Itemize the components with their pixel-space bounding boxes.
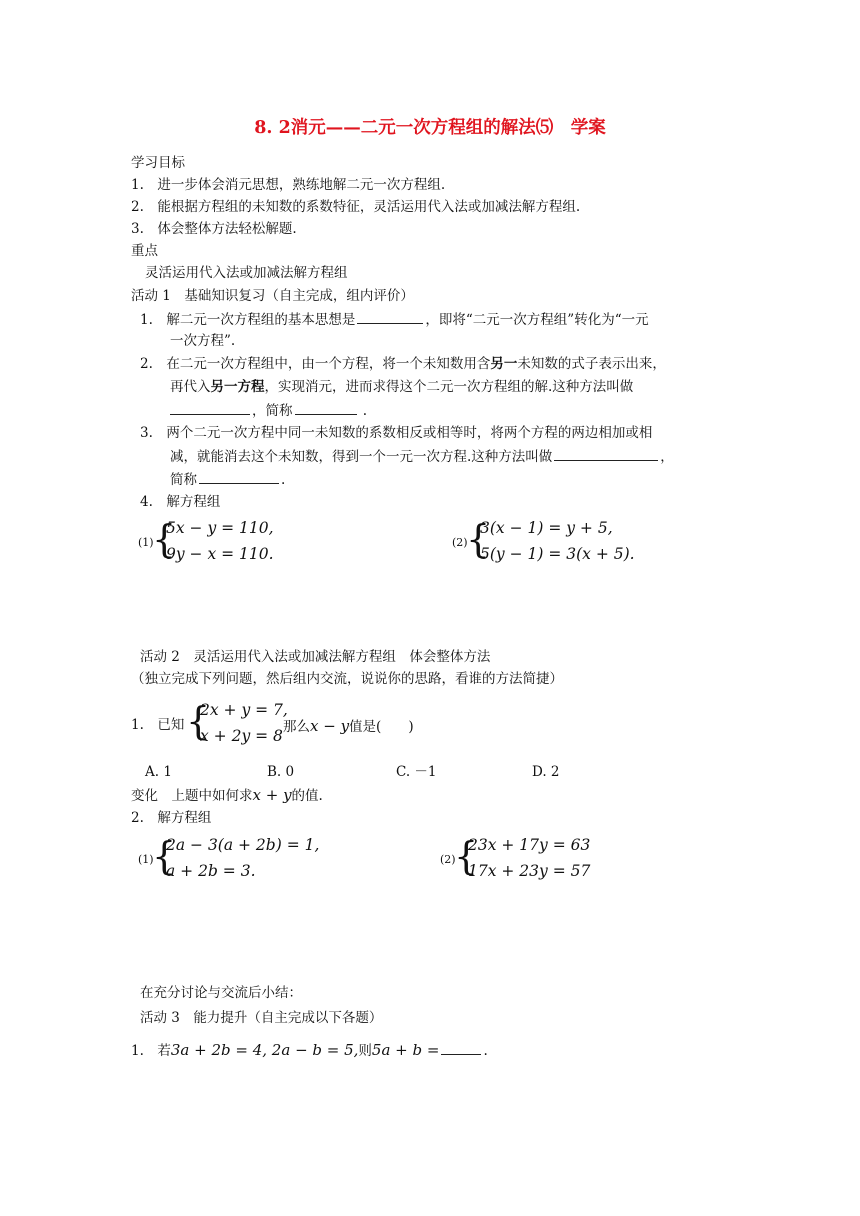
answer-blank[interactable]: [554, 448, 658, 461]
answer-blank[interactable]: [199, 471, 279, 484]
answer-blank[interactable]: [441, 1042, 481, 1055]
option-a[interactable]: A. 1: [145, 764, 172, 780]
left-brace: {: [152, 517, 177, 561]
activity1-question-2-blanks: ，简称 .: [170, 402, 367, 420]
answer-blank[interactable]: [170, 402, 250, 415]
key-point-heading: 重点: [131, 243, 158, 259]
objective-item: 1. 进一步体会消元思想，熟练地解二元一次方程组.: [131, 177, 446, 193]
left-brace: {: [454, 834, 479, 878]
objectives-heading: 学习目标: [131, 155, 185, 171]
activity3-heading: 活动 3 能力提升（自主完成以下各题）: [140, 1010, 383, 1026]
page-title: 8. 2消元——二元一次方程组的解法⑸ 学案: [254, 118, 606, 138]
activity2-question-2: 2. 解方程组: [131, 810, 212, 826]
activity2-variant: 变化 上题中如何求x + y的值.: [131, 786, 323, 804]
activity2-note: （独立完成下列问题，然后组内交流，说说你的思路，看谁的方法简捷）: [131, 671, 563, 687]
activity2-question-1-prefix: 1. 已知: [131, 717, 185, 733]
option-c[interactable]: C. －1: [396, 764, 437, 780]
activity3-question-1: 1. 若3a + 2b = 4, 2a − b = 5,则5a + b = .: [131, 1041, 488, 1059]
activity2-heading: 活动 2 灵活运用代入法或加减法解方程组 体会整体方法: [140, 649, 491, 665]
activity2-question-1-suffix: 那么x − y值是( ): [283, 717, 414, 735]
activity1-heading: 活动 1 基础知识复习（自主完成，组内评价）: [131, 288, 414, 304]
objective-item: 3. 体会整体方法轻松解题.: [131, 221, 297, 237]
activity1-question-3-end: 简称 .: [170, 472, 286, 488]
activity1-question-1-cont: 一次方程”.: [170, 333, 236, 349]
answer-blank[interactable]: [295, 402, 357, 415]
key-point-text: 灵活运用代入法或加减法解方程组: [145, 265, 348, 281]
activity2-summary: 在充分讨论与交流后小结：: [140, 985, 302, 1001]
left-brace: {: [152, 834, 177, 878]
left-brace: {: [186, 699, 211, 743]
activity1-question-2: 2. 在二元一次方程组中，由一个方程，将一个未知数用含另一未知数的式子表示出来，: [140, 356, 666, 372]
left-brace: {: [466, 517, 491, 561]
option-b[interactable]: B. 0: [267, 764, 295, 780]
activity1-question-2-cont: 再代入另一方程，实现消元，进而求得这个二元一次方程组的解.这种方法叫做: [170, 379, 634, 395]
answer-blank[interactable]: [357, 311, 423, 324]
activity1-question-3-cont: 减，就能消去这个未知数，得到一个一元一次方程.这种方法叫做 ，: [170, 449, 674, 465]
activity1-question-1: 1. 解二元一次方程组的基本思想是 ，即将“二元一次方程组”转化为“一元: [140, 312, 649, 328]
objective-item: 2. 能根据方程组的未知数的系数特征，灵活运用代入法或加减法解方程组.: [131, 199, 581, 215]
activity1-question-3: 3. 两个二元一次方程中同一未知数的系数相反或相等时，将两个方程的两边相加或相: [140, 425, 653, 441]
option-d[interactable]: D. 2: [532, 764, 560, 780]
activity1-question-4: 4. 解方程组: [140, 494, 221, 510]
